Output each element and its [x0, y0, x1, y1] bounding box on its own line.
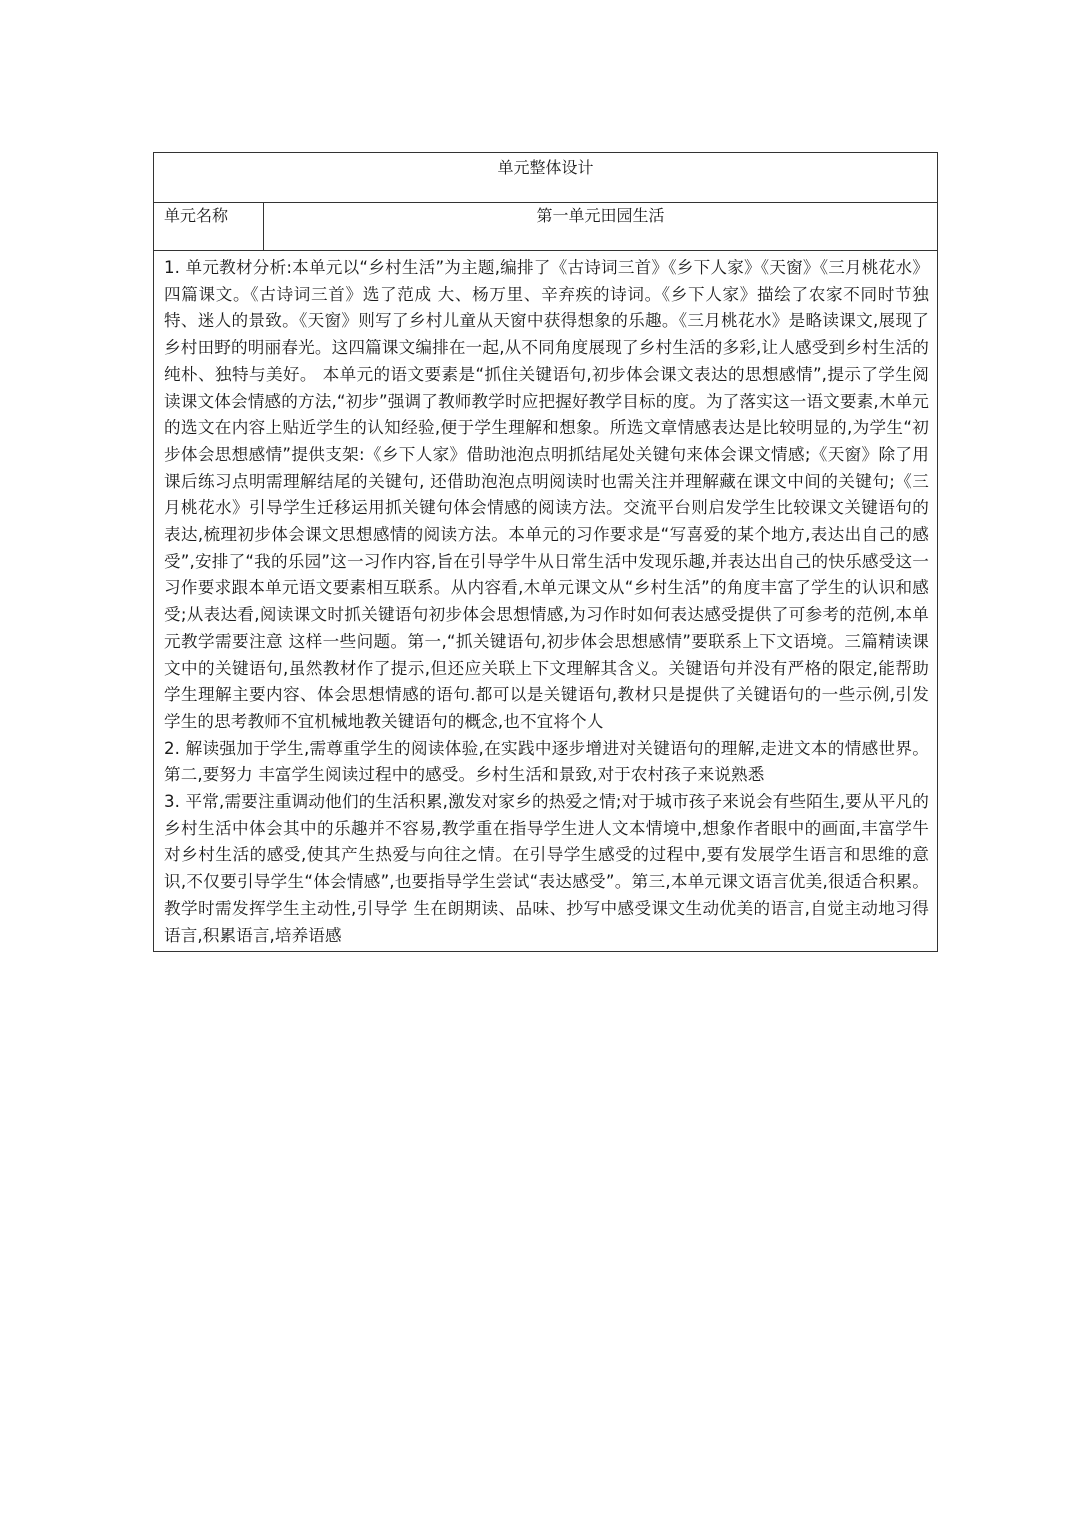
analysis-paragraph-2: 2. 解读强加于学生,需尊重学生的阅读体验,在实践中逐步增进对关键语句的理解,走进文本的情感世界。第二,要努力 丰富学生阅读过程中的感受。乡村生活和景致,对于农村孩子来说熟悉: [164, 738, 929, 785]
table-title: 单元整体设计: [154, 153, 938, 203]
unit-name-row: [154, 203, 938, 251]
table-title-row: [154, 153, 938, 203]
unit-design-table: [153, 152, 938, 952]
analysis-paragraph-1: 1. 单元教材分析:本单元以“乡村生活”为主题,编排了《古诗词三首》《乡下人家》《天窗》《三月桃花水》四篇课文。《古诗词三首》选了范成 大、杨万里、辛弃疾的诗词。《乡下人家》描绘了农家不同时节独特、迷人的景致。《天窗》则写了乡村儿童从天窗中获得想象的乐趣。《三月桃花水》是略读课文,展现了乡村田野的明丽春光。这四篇课文编排在一起,从不同角度展现了乡村生活的多彩,让人感受到乡村生活的纯朴、独特与美好。 本单元的语文要素是“抓住关键语句,初步体会课文表达的思想感情”,提示了学生阅读课文体会情感的方法,“初步”强调了教师教学时应把握好教学目标的度。为了落实这一语文要素,木单元的选文在内容上贴近学生的认知经验,便于学生理解和想象。所选文章情感表达是比较明显的,为学生“初步体会思想感情”提供支架:《乡下人家》借助池泡点明抓结尾处关键句来体会课文情感;《天窗》除了用课后练习点明需理解结尾的关键句, 还借助泡泡点明阅读时也需关注并理解藏在课文中间的关键句;《三月桃花水》引导学生迁移运用抓关键句体会情感的阅读方法。交流平台则启发学生比较课文关键语句的表达,梳理初步体会课文思想感情的阅读方法。本单元的习作要求是“写喜爱的某个地方,表达出自己的感受”,安排了“我的乐园”这一习作内容,旨在引导学牛从日常生活中发现乐趣,并表达出自己的快乐感受这一习作要求跟本单元语文要素相互联系。从内容看,木单元课文从“乡村生活”的角度丰富了学生的认识和感受;从表达看,阅读课文时抓关键语句初步体会思想情感,为习作时如何表达感受提供了可参考的范例,本单元教学需要注意 这样一些问题。第一,“抓关键语句,初步体会思想感情”要联系上下文语境。三篇精读课文中的关键语句,虽然教材作了提示,但还应关联上下文理解其含义。关键语句并没有严格的限定,能帮助学生理解主要内容、体会思想情感的语句.都可以是关键语句,教材只是提供了关键语句的一些示例,引发学生的思考教师不宜机械地教关键语句的概念,也不宜将个人: [164, 258, 929, 731]
unit-name-value: 第一单元田园生活: [264, 203, 938, 251]
analysis-paragraph-3: 3. 平常,需要注重调动他们的生活积累,激发对家乡的热爱之情;对于城市孩子来说会有些陌生,要从平凡的乡村生活中体会其中的乐趣并不容易,教学重在指导学生进人文本情境中,想象作者眼中的画面,丰富学牛对乡村生活的感受,使其产生热爱与向往之情。在引导学生感受的过程中,要有发展学生语言和思维的意识,不仅要引导学生“体会情感”,也要指导学生尝试“表达感受”。第三,本单元课文语言优美,很适合积累。教学时需发挥学生主动性,引导学 生在朗期读、品味、抄写中感受课文生动优美的语言,自觉主动地习得语言,积累语言,培养语感: [164, 792, 929, 945]
unit-name-label: 单元名称: [154, 203, 264, 251]
unit-analysis-cell: [154, 251, 938, 952]
unit-analysis-row: [154, 251, 938, 952]
